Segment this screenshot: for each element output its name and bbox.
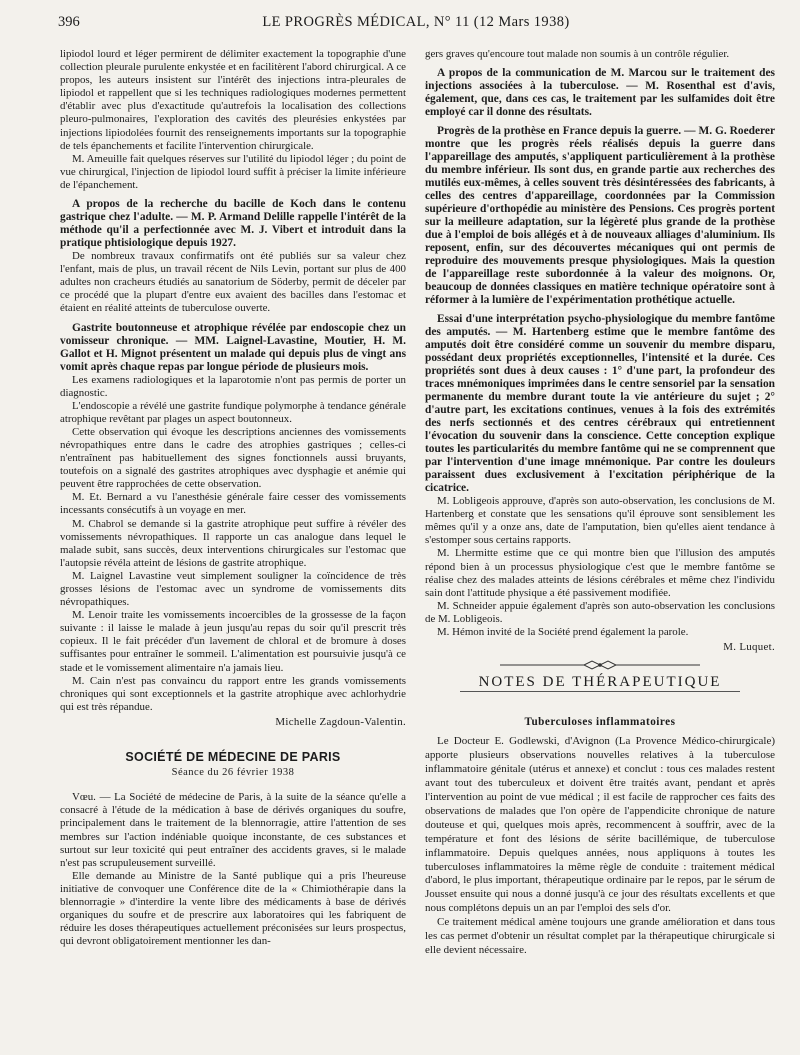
page-header: [58, 14, 774, 36]
paragraph: M. Lenoir traite les vomissements incoercibles de la grossesse de la façon suivante : il laisse le malade à jeun jusqu'au repas du soir qu'il prescrit très copieux. Il le fait précéder d'un lavement de chloral et de bromure à doses suffisantes pour entraîner le sommeil. L'alimentation est poursuivie jusqu'à ce stade et le vomissement alimentaire n'a jamais lieu.: [60, 609, 406, 674]
right-column: [425, 48, 775, 958]
ornament-divider-icon: [480, 658, 720, 672]
session-date: Séance du 26 février 1938: [171, 767, 295, 779]
subsection-title: Tuberculoses inflammatoires: [524, 716, 676, 729]
therapeutics-text: [425, 735, 775, 958]
paragraph: M. Lhermitte estime que ce qui montre bien que l'illusion des amputés répond bien à un processus physiologique c'est que le membre fantôme se réalise chez des malades atteints de lésions cérébrales et même chez l'individu sain dont l'attitude physique a été passivement modifiée.: [425, 547, 775, 599]
paragraph: Cette observation qui évoque les descriptions anciennes des vomissements névropathiques entre dans le cadre des atrophies gastriques ; celles-ci n'entraînent pas habituellement des signes fonctionnels aussi bruyants, toutefois on a signalé des gastrites atrophiques avec dysphagie et anémie qui peuvent être rapprochées de cette observation.: [60, 425, 406, 491]
paragraph: M. Chabrol se demande si la gastrite atrophique peut suffire à révéler des vomissements névropathiques. Il rapporte un cas analogue dans lequel le malade subit, sans succès, deux interventions chirurgicales sur l'estomac que l'autopsie révéla atteint de lésions de gastrite atrophique.: [60, 517, 406, 569]
paragraph: M. Hémon invité de la Société prend également la parole.: [437, 626, 689, 639]
author-signature: M. Luquet.: [723, 641, 775, 654]
left-column: [60, 48, 406, 948]
paragraph: M. Cain n'est pas convaincu du rapport entre les grands vomissements chroniques qui sont exceptionnels et la gastrite atrophique avec achlorhydrie qui est très répandue.: [60, 674, 406, 713]
paragraph: Le Docteur E. Godlewski, d'Avignon (La Provence Médico-chirurgicale) apporte plusieurs observations nouvelles relatives à la tuberculose inflammatoire génitale (utérus et annexe) et conclut : tous ces malades restent avant tout des tuberculeux et doivent être traités avant, pendant et après l'intervention au point de vue médical ; il est facile de rapprocher ces faits des observations de malades que l'on opère de l'appendicite chronique de nature douteuse et qui, quelques mois après, recommencent à souffrir, avec de la température et font des lésions de sérite bacillémique, de tuberculose inflammatoire. Depuis quelques années, nous appliquons à toutes les tuberculoses inflammatoires la même règle de conduite : traitement médical d'abord, le plus important, thérapeutique ordinaire par le repos, par le sérum de Jousset ensuite qui nous a donné jusqu'à ce jour des résultats excellents et que nous complétons depuis un an par l'emploi des sels d'or.: [425, 735, 775, 915]
paragraph: Vœu. — La Société de médecine de Paris, à la suite de la séance qu'elle a consacré à l'étude de la médication à base de dérivés organiques du soufre, principalement dans le traitement de la blennorragie, attire l'attention de ses membres sur l'action indéniable quoique inconstante, de ces substances et surtout sur leur toxicité qui peut entraîner des accidents graves, si le malade n'est pas scrupuleusement surveillé.: [60, 791, 406, 869]
paragraph: M. Et. Bernard a vu l'anesthésie générale faire cesser des vomissements incessants consécutifs à un voyage en mer.: [60, 491, 406, 517]
page-number: 396: [58, 14, 80, 30]
title-underline: [460, 691, 740, 692]
article-heading: Gastrite boutonneuse et atrophique révélée par endoscopie chez un vomisseur chronique. — MM. Laignel-Lavastine, Moutier, H. M. Gallot et H. Mignot présentent un malade qui depuis plus de vingt ans vomit après chaque repas par longue période de plusieurs mois.: [60, 321, 406, 373]
paragraph: L'endoscopie a révélé une gastrite fundique polymorphe à tendance générale atrophique revêtant par plages un aspect boutonneux.: [60, 399, 406, 425]
paragraph: lipiodol lourd et léger permirent de délimiter exactement la topographie d'une collection pleurale purulente enkystée et en facilitèrent l'abord chirurgical. A ce propos, les auteurs insistent sur l'intérêt des injections intra-pleurales de lipiodol et rappellent que si les techniques radiologiques modernes permettent d'établir avec plus d'exactitude qu'autrefois la localisation des collections pleuro-pulmonaires, l'exploration des cavités des pleurésies enkystées par injections lipiodolées fournit des renseignements importants sur la topographie de tels épanchements et facilite l'intervention chirurgicale.: [60, 48, 406, 152]
article-heading: A propos de la communication de M. Marcou sur le traitement des injections associées à la tuberculose. — M. Rosenthal est d'avis, également, que, dans ces cas, le traitement par les sulfamides doit être employé car il donne des résultats.: [425, 67, 775, 119]
journal-title: LE PROGRÈS MÉDICAL, N° 11 (12 Mars 1938): [262, 14, 570, 30]
article-heading: Progrès de la prothèse en France depuis la guerre. — M. G. Roederer montre que les progrès réels réalisés depuis la guerre dans l'appareillage des amputés, s'appliquent particulièrement à la prothèse du membre inférieur. Ils sont dus, en grande partie aux recherches des mutilés eux-mêmes, à celles souvent très désintéressées des fabricants, à celles des centres d'appareillage, coordonnées par la Commission supérieure d'orthopédie au ministère des Pensions. Ces progrès portent sur la meilleure adaptation, sur la légèreté plus grande de la prothèse due à l'emploi de bois allégés et à de nouveaux alliages d'aluminium. Ils reposent, enfin, sur des découvertes mécaniques qui ont permis de reproduire des mouvements presque physiologiques. Mais la question de l'appareillage reste subordonnée à la valeur des moignons. Or, beaucoup de données classiques en matière technique opératoire sont à réformer à la lumière de l'expérimentation prothétique actuelle.: [425, 125, 775, 307]
author-signature: Michelle Zagdoun-Valentin.: [275, 715, 406, 728]
paragraph: Elle demande au Ministre de la Santé publique qui a pris l'heureuse initiative de convoquer une Conférence dite de la « Chimiothérapie dans la blennorragie » d'interdire la vente libre des médicaments à base de dérivés organiques du soufre et de prescrire aux laboratoires qui les fabriquent de réduire les doses thérapeutiques actuellement préconisées sur leurs prospectus, qui devront obligatoirement mentionner les dan-: [60, 869, 406, 948]
paragraph: M. Lobligeois approuve, d'après son auto-observation, les conclusions de M. Hartenberg et constate que les sensations qu'il éprouve sont sensiblement les mêmes qu'il y a onze ans, date de l'amputation, bien qu'elles aient tendance à s'estomper sous certains rapports.: [425, 495, 775, 547]
society-heading: SOCIÉTÉ DE MÉDECINE DE PARIS: [125, 750, 341, 765]
paragraph: De nombreux travaux confirmatifs ont été publiés sur sa valeur chez l'enfant, mais de plus, un travail récent de Nils Levin, portant sur plus de 400 adultes non cracheurs étudiés au sanatorium de Söderby, permit de déceler par ce procédé que la plupart d'entre eux avaient des bacilles dans l'estomac et étaient en réalité atteints de tuberculose ouverte.: [60, 250, 406, 315]
article-heading: Essai d'une interprétation psycho-physiologique du membre fantôme des amputés. — M. Hartenberg estime que le membre fantôme des amputés doit être considéré comme un souvenir du membre disparu, possédant deux propriétés exceptionnelles, l'intensité et la durée. Ces propriétés sont dues à deux causes : 1° d'une part, la profondeur des traces mnémoniques imprimées dans le centre sensoriel par la sensation permanente du membre durant toute la vie antérieure du sujet ; 2° d'autre part, les excitations continues, venues à la fois des extrémités des nerfs sectionnés et des centres cérébraux qui entretiennent l'évocation du souvenir dans la conscience. Cette conception explique toutes les particularités du membre fantôme qui ne se comprennent que par l'intervention d'une image mnémonique. Par contre les douleurs paraissent dues exclusivement à l'excitation périphérique de la cicatrice.: [425, 313, 775, 495]
paragraph: gers graves qu'encoure tout malade non soumis à un contrôle régulier.: [425, 48, 730, 60]
paragraph: Les examens radiologiques et la laparotomie n'ont pas permis de porter un diagnostic.: [60, 373, 406, 399]
paragraph: M. Laignel Lavastine veut simplement souligner la coïncidence de très grosses lésions de l'estomac avec un syndrome de vomissements dits névropathiques.: [60, 569, 406, 609]
paragraph: M. Ameuille fait quelques réserves sur l'utilité du lipiodol léger ; du point de vue chirurgical, l'injection de lipiodol lourd suffit à préciser la limite inférieure de l'épanchement.: [60, 152, 406, 191]
paragraph: M. Schneider appuie également d'après son auto-observation les conclusions de M. Lobligeois.: [425, 599, 775, 625]
section-title: NOTES DE THÉRAPEUTIQUE: [478, 674, 722, 691]
paragraph: Ce traitement médical amène toujours une grande amélioration et dans tous les cas permet d'obtenir un résultat complet par la thérapeutique chirurgicale si elle devient nécessaire.: [425, 916, 775, 956]
article-heading: A propos de la recherche du bacille de Koch dans le contenu gastrique chez l'adulte. — M. P. Armand Delille rappelle l'intérêt de la méthode qu'il a perfectionnée avec M. J. Vibert et introduit dans la pratique phtisiologique depuis 1927.: [60, 198, 406, 250]
